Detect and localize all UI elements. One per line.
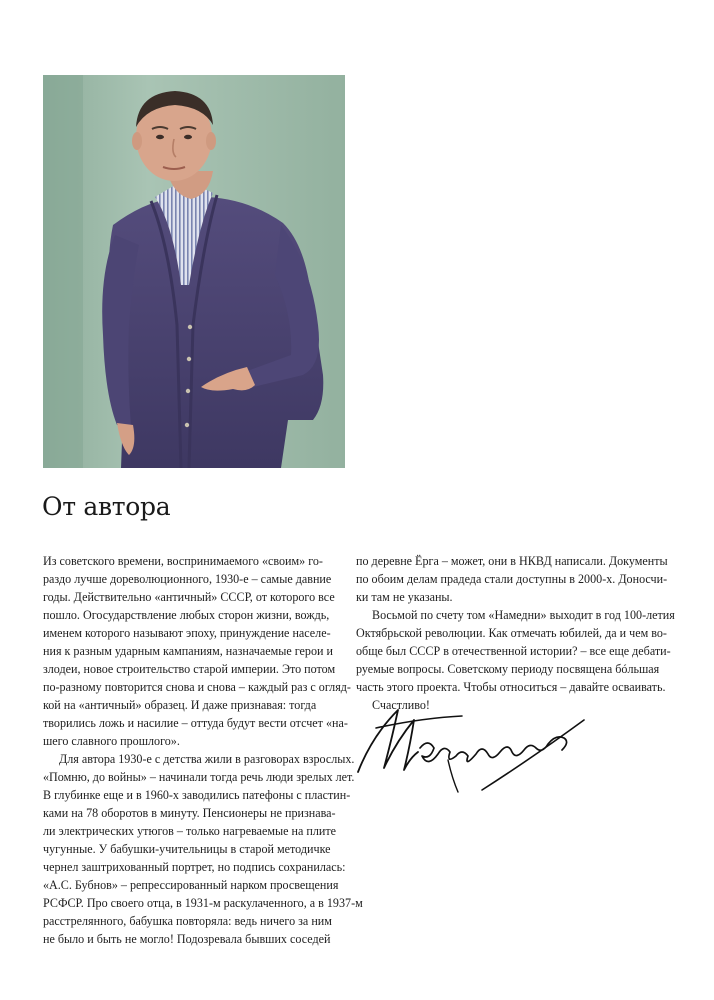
text-line: Счастливо!	[372, 698, 430, 712]
text-line: чугунные. У бабушки-учительницы в старой методичке	[43, 842, 331, 856]
text-line: «А.С. Бубнов» – репрессированный нарком просвещения	[43, 878, 339, 892]
text-line: именем которого называют эпоху, принуждение населе-	[43, 626, 331, 640]
author-photo	[43, 75, 345, 468]
text-line: Восьмой по счету том «Намедни» выходит в год 100-летия	[372, 608, 675, 622]
text-line: ли электрических утюгов – только нагреваемые на плите	[43, 824, 337, 838]
text-line: чернел заштрихованный портрет, но подпись сохранилась:	[43, 860, 346, 874]
text-line: шего славного прошлого».	[43, 734, 180, 748]
text-line: Из советского времени, воспринимаемого «своим» го-	[43, 554, 323, 568]
text-line: по-разному повторится снова и снова – каждый раз с огляд-	[43, 680, 351, 694]
text-line: по деревне Ёрга – может, они в НКВД написали. Документы	[356, 554, 668, 568]
text-column-right	[356, 552, 678, 714]
text-line: РСФСР. Про своего отца, в 1931-м раскулаченного, а в 1937-м	[43, 896, 363, 910]
text-line: не было и быть не могло! Подозревала бывших соседей	[43, 932, 331, 946]
text-line: расстрелянного, бабушка повторяла: ведь ничего за ним	[43, 914, 332, 928]
text-line: руемые вопросы. Советскому периоду посвящена бóльшая	[356, 662, 660, 676]
text-line: раздо лучше дореволюционного, 1930-е – самые давние	[43, 572, 332, 586]
text-line: ния к разным ударным кампаниям, назначаемые герои и	[43, 644, 333, 658]
text-line: обще был СССР в отечественной истории? – все еще дебати-	[356, 644, 671, 658]
text-line: пошло. Огосударствление любых сторон жизни, вождь,	[43, 608, 330, 622]
text-line: кой на «античный» образец. И даже признавая: тогда	[43, 698, 317, 712]
text-line: часть этого проекта. Чтобы относиться – давайте осваивать.	[356, 680, 666, 694]
text-column-left	[43, 552, 363, 948]
text-line: Для автора 1930-е с детства жили в разговорах взрослых.	[59, 752, 355, 766]
text-line: ками на 78 оборотов в минуту. Пенсионеры не признава-	[43, 806, 336, 820]
author-portrait-illustration	[43, 75, 345, 468]
text-line: Октябрьской революции. Как отмечать юбилей, да и чем во-	[356, 626, 667, 640]
author-signature	[352, 698, 592, 798]
page-title: От автора	[42, 492, 171, 521]
text-line: «Помню, до войны» – начинали тогда речь люди зрелых лет.	[43, 770, 355, 784]
text-line: годы. Действительно «античный» СССР, от которого все	[43, 590, 335, 604]
text-line: ки там не указаны.	[356, 590, 453, 604]
signature-drawing	[352, 698, 592, 798]
text-line: злодеи, новое строительство старой империи. Это потом	[43, 662, 336, 676]
text-line: творились ложь и насилие – оттуда будут вести отсчет «на-	[43, 716, 348, 730]
text-line: В глубинке еще и в 1960-х заводились патефоны с пластин-	[43, 788, 351, 802]
text-line: по обоим делам прадеда стали доступны в 2000-х. Доносчи-	[356, 572, 668, 586]
